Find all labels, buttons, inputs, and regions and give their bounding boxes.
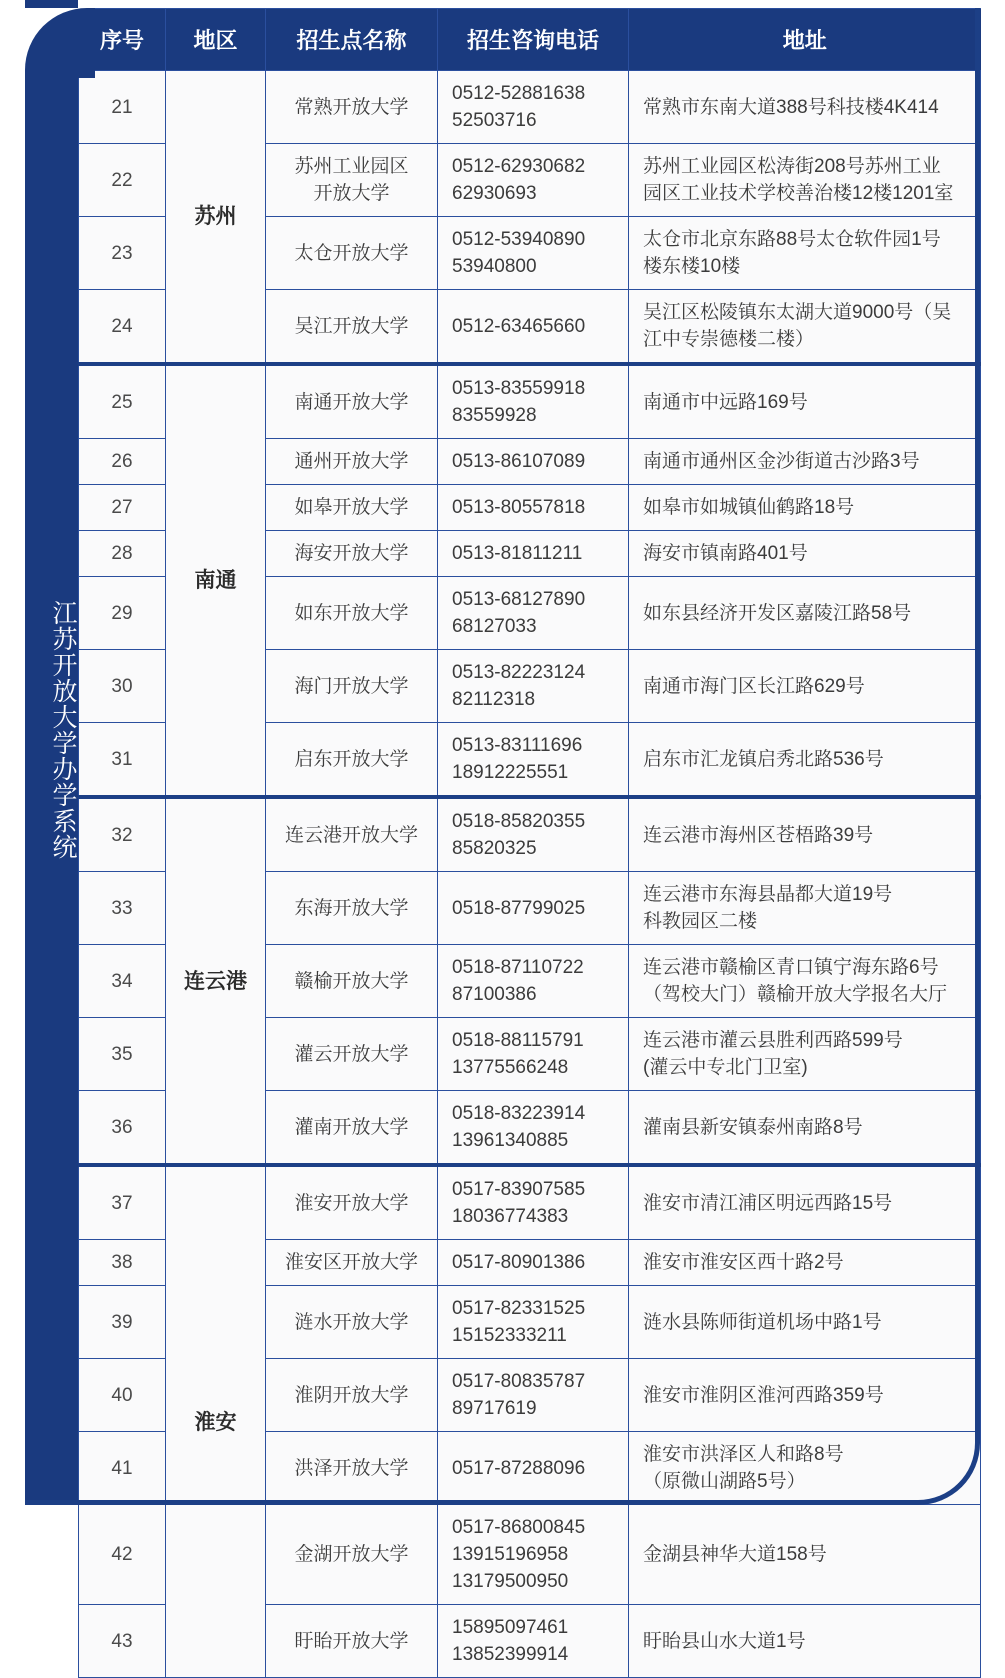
cell-sequence-number: 41 <box>79 1432 166 1505</box>
cell-sequence-number: 22 <box>79 144 166 217</box>
text-line: 南通开放大学 <box>294 391 409 413</box>
cell-site-name <box>266 945 438 1018</box>
text-line: 13179500950 <box>452 1571 569 1592</box>
text-line: 常熟市东南大道388号科技楼4K414 <box>643 96 939 118</box>
text-line: 洪泽开放大学 <box>294 1457 409 1479</box>
text-line: 海门开放大学 <box>294 675 409 697</box>
text-line: 85820325 <box>452 838 537 859</box>
text-line: 82112318 <box>452 689 536 710</box>
table-row <box>79 364 981 439</box>
text-line: 83559928 <box>452 405 537 426</box>
col-header-address: 地址 <box>629 9 981 71</box>
cell-address <box>629 1505 981 1605</box>
text-line: 灌云开放大学 <box>294 1043 409 1065</box>
text-line: 连云港市海州区苍梧路39号 <box>643 824 874 846</box>
cell-address <box>629 1359 981 1432</box>
text-line: 0517-80901386 <box>452 1252 586 1273</box>
table-row <box>79 797 981 872</box>
text-line: 启东市汇龙镇启秀北路536号 <box>643 748 884 770</box>
text-line: 0518-87799025 <box>452 897 586 919</box>
text-line: 启东开放大学 <box>294 748 409 770</box>
cell-site-name <box>266 1359 438 1432</box>
cell-address <box>629 144 981 217</box>
text-line: 连云港市赣榆区青口镇宁海东路6号 <box>643 957 939 978</box>
cell-sequence-number: 28 <box>79 531 166 577</box>
text-line: 0518-87110722 <box>452 957 584 978</box>
cell-address <box>629 71 981 144</box>
text-line: 金湖开放大学 <box>294 1544 409 1565</box>
cell-sequence-number: 30 <box>79 650 166 723</box>
cell-region: 淮安 <box>166 1165 266 1678</box>
text-line: 涟水开放大学 <box>294 1311 409 1333</box>
cell-site-name <box>266 797 438 872</box>
text-line: 科教园区二楼 <box>643 911 758 932</box>
text-line: 淮安市洪泽区人和路8号 <box>643 1444 844 1465</box>
cell-site-name <box>266 723 438 798</box>
cell-site-name <box>266 1240 438 1286</box>
text-line: 园区工业技术学校善治楼12楼1201室 <box>643 183 954 204</box>
cell-sequence-number: 32 <box>79 797 166 872</box>
text-line: 太仓开放大学 <box>294 242 409 264</box>
col-header-no: 序号 <box>79 9 166 71</box>
text-line: 淮安市淮安区西十路2号 <box>643 1252 844 1273</box>
cell-phone <box>438 1359 629 1432</box>
cell-phone <box>438 1165 629 1240</box>
cell-phone <box>438 364 629 439</box>
cell-sequence-number: 42 <box>79 1505 166 1605</box>
text-line: 盱眙开放大学 <box>294 1630 409 1652</box>
text-line: 89717619 <box>452 1398 537 1419</box>
cell-region: 苏州 <box>166 71 266 365</box>
table-body <box>79 71 981 1678</box>
text-line: 南通市通州区金沙街道古沙路3号 <box>643 451 920 472</box>
cell-sequence-number: 39 <box>79 1286 166 1359</box>
cell-site-name <box>266 1165 438 1240</box>
cell-address <box>629 1165 981 1240</box>
text-line: 13961340885 <box>452 1130 569 1151</box>
text-line: 吴江区松陵镇东太湖大道9000号（吴 <box>643 302 952 323</box>
cell-site-name <box>266 1018 438 1091</box>
cell-site-name <box>266 1286 438 1359</box>
text-line: 苏州工业园区 <box>294 156 409 177</box>
cell-sequence-number: 40 <box>79 1359 166 1432</box>
cell-phone <box>438 1505 629 1605</box>
text-line: 南通市海门区长江路629号 <box>643 675 865 697</box>
text-line: 53940800 <box>452 256 537 277</box>
cell-sequence-number: 26 <box>79 439 166 485</box>
text-line: 赣榆开放大学 <box>294 970 409 992</box>
text-line: 0518-88115791 <box>452 1030 584 1051</box>
table-row <box>79 1165 981 1240</box>
text-line: 0517-83907585 <box>452 1179 586 1200</box>
text-line: 15895097461 <box>452 1617 569 1638</box>
sidebar-vertical-title: 江苏开放大学办学系统 <box>49 600 77 860</box>
cell-site-name <box>266 1505 438 1605</box>
text-line: （原微山湖路5号） <box>643 1471 806 1492</box>
header-rounded-corner <box>25 8 95 78</box>
text-line: 13775566248 <box>452 1057 569 1078</box>
text-line: 68127033 <box>452 616 537 637</box>
text-line: 18036774383 <box>452 1206 569 1227</box>
text-line: 0513-80557818 <box>452 497 586 518</box>
text-line: 0517-82331525 <box>452 1298 586 1319</box>
text-line: 0512-52881638 <box>452 83 586 104</box>
cell-sequence-number: 35 <box>79 1018 166 1091</box>
cell-phone <box>438 1240 629 1286</box>
cell-address <box>629 485 981 531</box>
text-line: 62930693 <box>452 183 537 204</box>
text-line: 连云港市灌云县胜利西路599号 <box>643 1030 903 1051</box>
cell-sequence-number: 23 <box>79 217 166 290</box>
cell-address <box>629 1432 981 1505</box>
text-line: 连云港开放大学 <box>284 824 418 846</box>
text-line: 如东县经济开发区嘉陵江路58号 <box>643 602 912 624</box>
text-line: 0512-63465660 <box>452 315 586 337</box>
cell-phone <box>438 723 629 798</box>
cell-region: 南通 <box>166 364 266 797</box>
text-line: 0513-81811211 <box>452 543 583 564</box>
text-line: 吴江开放大学 <box>294 315 409 337</box>
text-line: 0518-83223914 <box>452 1103 586 1124</box>
cell-phone <box>438 650 629 723</box>
text-line: 淮安市清江浦区明远西路15号 <box>643 1192 893 1214</box>
text-line: 连云港市东海县晶都大道19号 <box>643 884 893 905</box>
text-line: 0512-62930682 <box>452 156 586 177</box>
cell-site-name <box>266 531 438 577</box>
text-line: 15152333211 <box>452 1325 567 1346</box>
cell-phone <box>438 217 629 290</box>
text-line: 海安开放大学 <box>294 543 409 564</box>
cell-phone <box>438 144 629 217</box>
col-header-name: 招生点名称 <box>266 9 438 71</box>
cell-site-name <box>266 1432 438 1505</box>
text-line: 0513-83559918 <box>452 378 586 399</box>
cell-phone <box>438 290 629 365</box>
text-line: 如皋开放大学 <box>294 497 409 518</box>
cell-phone <box>438 1286 629 1359</box>
cell-phone <box>438 872 629 945</box>
cell-address <box>629 945 981 1018</box>
text-line: 涟水县陈师街道机场中路1号 <box>643 1311 882 1333</box>
table-header <box>79 9 981 71</box>
text-line: 太仓市北京东路88号太仓软件园1号 <box>643 229 941 250</box>
cell-address <box>629 1286 981 1359</box>
text-line: 0513-82223124 <box>452 662 586 683</box>
text-line: 南通市中远路169号 <box>643 391 808 413</box>
text-line: 盱眙县山水大道1号 <box>643 1630 806 1652</box>
col-header-tel: 招生咨询电话 <box>438 9 629 71</box>
cell-sequence-number: 37 <box>79 1165 166 1240</box>
text-line: 如东开放大学 <box>294 602 409 624</box>
cell-site-name <box>266 1605 438 1678</box>
cell-address <box>629 290 981 365</box>
cell-address <box>629 364 981 439</box>
frame-bottom-edge <box>25 1500 880 1505</box>
text-line: 江中专崇德楼二楼） <box>643 329 815 350</box>
cell-phone <box>438 71 629 144</box>
cell-address <box>629 872 981 945</box>
cell-site-name <box>266 485 438 531</box>
text-line: 0517-80835787 <box>452 1371 586 1392</box>
text-line: 苏州工业园区松涛街208号苏州工业 <box>643 156 941 177</box>
text-line: 灌南开放大学 <box>294 1116 409 1138</box>
cell-phone <box>438 945 629 1018</box>
frame-right-edge <box>975 8 980 1393</box>
text-line: 0517-87288096 <box>452 1457 586 1479</box>
text-line: 金湖县神华大道158号 <box>643 1544 827 1565</box>
text-line: 13852399914 <box>452 1644 569 1665</box>
text-line: 0513-83111696 <box>452 735 583 756</box>
cell-address <box>629 797 981 872</box>
table-row <box>79 71 981 144</box>
cell-sequence-number: 24 <box>79 290 166 365</box>
cell-site-name <box>266 650 438 723</box>
cell-phone <box>438 1605 629 1678</box>
text-line: 淮安市淮阴区淮河西路359号 <box>643 1384 884 1406</box>
cell-sequence-number: 38 <box>79 1240 166 1286</box>
text-line: （驾校大门）赣榆开放大学报名大厅 <box>643 984 948 1005</box>
text-line: 常熟开放大学 <box>294 96 409 118</box>
cell-site-name <box>266 439 438 485</box>
cell-address <box>629 1091 981 1166</box>
text-line: 海安市镇南路401号 <box>643 543 808 564</box>
cell-phone <box>438 1091 629 1166</box>
header-row <box>79 9 981 71</box>
cell-phone <box>438 797 629 872</box>
text-line: 开放大学 <box>313 183 390 204</box>
cell-address <box>629 650 981 723</box>
cell-site-name <box>266 144 438 217</box>
text-line: 淮安开放大学 <box>294 1192 409 1214</box>
cell-site-name <box>266 577 438 650</box>
text-line: 淮阴开放大学 <box>294 1384 409 1406</box>
cell-phone <box>438 1432 629 1505</box>
cell-sequence-number: 21 <box>79 71 166 144</box>
admission-sites-table <box>78 8 981 1678</box>
cell-sequence-number: 33 <box>79 872 166 945</box>
cell-region: 连云港 <box>166 797 266 1165</box>
text-line: 灌南县新安镇泰州南路8号 <box>643 1116 863 1138</box>
cell-address <box>629 1240 981 1286</box>
text-line: 0513-68127890 <box>452 589 586 610</box>
cell-site-name <box>266 1091 438 1166</box>
cell-sequence-number: 43 <box>79 1605 166 1678</box>
cell-address <box>629 531 981 577</box>
cell-phone <box>438 439 629 485</box>
cell-sequence-number: 34 <box>79 945 166 1018</box>
cell-sequence-number: 29 <box>79 577 166 650</box>
cell-address <box>629 1018 981 1091</box>
cell-address <box>629 577 981 650</box>
text-line: 13915196958 <box>452 1544 569 1565</box>
sidebar <box>25 0 78 1505</box>
cell-site-name <box>266 290 438 365</box>
text-line: 52503716 <box>452 110 537 131</box>
cell-phone <box>438 485 629 531</box>
text-line: 87100386 <box>452 984 537 1005</box>
text-line: 淮安区开放大学 <box>284 1252 418 1273</box>
cell-address <box>629 723 981 798</box>
text-line: 0513-86107089 <box>452 451 586 472</box>
text-line: 18912225551 <box>452 762 569 783</box>
cell-address <box>629 217 981 290</box>
col-header-region: 地区 <box>166 9 266 71</box>
cell-site-name <box>266 71 438 144</box>
cell-sequence-number: 31 <box>79 723 166 798</box>
cell-site-name <box>266 217 438 290</box>
cell-sequence-number: 36 <box>79 1091 166 1166</box>
cell-site-name <box>266 872 438 945</box>
text-line: 通州开放大学 <box>294 451 409 472</box>
text-line: 如皋市如城镇仙鹤路18号 <box>643 497 855 518</box>
cell-sequence-number: 27 <box>79 485 166 531</box>
cell-phone <box>438 577 629 650</box>
cell-phone <box>438 531 629 577</box>
text-line: (灌云中专北门卫室) <box>643 1057 808 1078</box>
text-line: 东海开放大学 <box>294 897 409 919</box>
cell-site-name <box>266 364 438 439</box>
cell-sequence-number: 25 <box>79 364 166 439</box>
text-line: 0512-53940890 <box>452 229 586 250</box>
text-line: 0517-86800845 <box>452 1517 586 1538</box>
text-line: 0518-85820355 <box>452 811 586 832</box>
cell-address <box>629 439 981 485</box>
cell-phone <box>438 1018 629 1091</box>
text-line: 楼东楼10楼 <box>643 256 741 277</box>
cell-address <box>629 1605 981 1678</box>
